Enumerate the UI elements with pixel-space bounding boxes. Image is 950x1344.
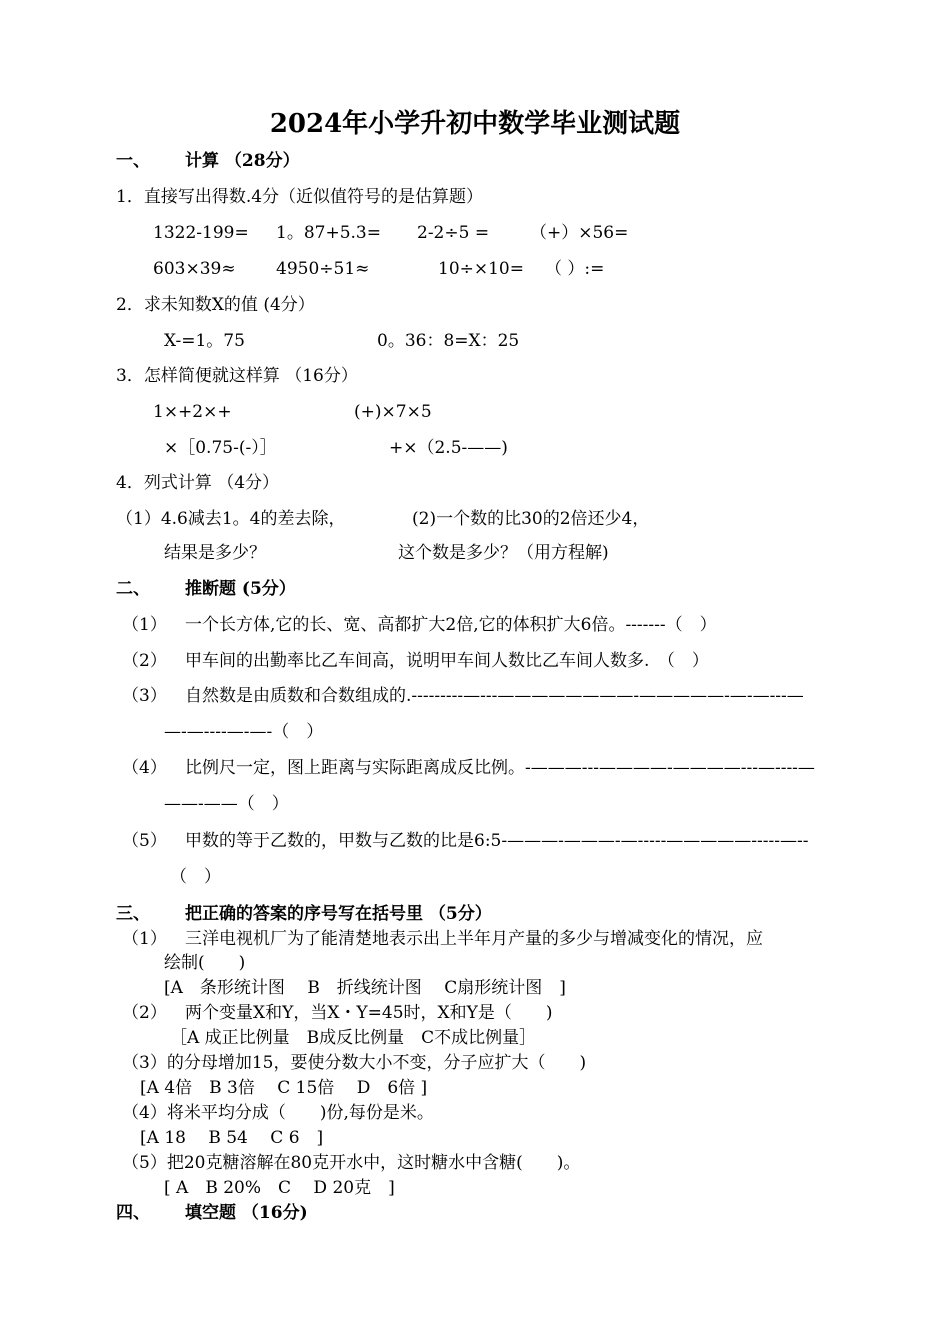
choice-item-text: 三洋电视机厂为了能清楚地表示出上半年月产量的多少与增减变化的情况，应	[185, 929, 763, 949]
word-problem-1: （1）4.6减去1。4的差去除，	[116, 509, 346, 529]
section-4-title: 填空题 （16分)	[185, 1203, 308, 1223]
choice-options: [ A B 20% C D 20克 ]	[164, 1178, 395, 1198]
judge-item-cont: （ ）	[170, 867, 221, 887]
word-problem-1-cont: 结果是多少？	[164, 543, 266, 563]
expr: (+)×7×5	[354, 402, 432, 422]
choice-options: ［A 成正比例量 B成反比例量 C不成比例量］	[170, 1028, 537, 1048]
expr: ×［0.75-(-）］	[164, 438, 277, 458]
choice-item-text: （4）将米平均分成（ )份,每份是米。	[122, 1103, 434, 1123]
expr: 10÷×10=	[438, 259, 524, 279]
judge-item-cont: ——-——（ ）	[164, 794, 289, 814]
choice-item-text: 两个变量X和Y，当X・Y=45时，X和Y是（ )	[185, 1003, 553, 1023]
word-problem-2-cont: 这个数是多少？（用方程解)	[398, 543, 609, 563]
choice-item-cont: 绘制( )	[164, 953, 246, 973]
section-1-number: 一、	[116, 151, 150, 171]
choice-item-text: （5）把20克糖溶解在80克开水中，这时糖水中含糖( )。	[122, 1153, 581, 1173]
section-4-number: 四、	[116, 1203, 150, 1223]
question-1-4: 4．列式计算 （4分）	[116, 473, 280, 493]
equation: X-=1。75	[164, 331, 245, 351]
judge-item-text: 一个长方体,它的长、宽、高都扩大2倍,它的体积扩大6倍。-------（ ）	[185, 615, 717, 635]
judge-item-number: （4）	[122, 758, 167, 778]
expr: （+）×56=	[530, 223, 629, 243]
section-2-title: 推断题 (5分）	[185, 579, 296, 599]
expr: +×（2.5-——)	[389, 438, 508, 458]
page-title: 2024年小学升初中数学毕业测试题	[269, 109, 681, 139]
expr: 1322-199=	[153, 223, 249, 243]
expr: （ ）:=	[545, 259, 605, 279]
judge-item-text: 自然数是由质数和合数组成的.---------—---————————-—————-—-—---—	[185, 686, 804, 706]
question-1-2: 2．求未知数X的值 (4分）	[116, 295, 315, 315]
judge-item-text: 比例尺一定，图上距离与实际距离成反比例。-———---————-————---—----—	[185, 758, 815, 778]
question-1-3: 3．怎样简便就这样算 （16分）	[116, 366, 358, 386]
section-1-title: 计算 （28分）	[185, 151, 300, 171]
choice-options: [A 18 B 54 C 6 ]	[140, 1128, 324, 1148]
expr: 1×+2×+	[153, 402, 232, 422]
section-3-title: 把正确的答案的序号写在括号里 （5分）	[185, 904, 492, 924]
choice-options: [A 条形统计图 B 折线统计图 C扇形统计图 ]	[164, 978, 566, 998]
choice-options: [A 4倍 B 3倍 C 15倍 D 6倍 ]	[140, 1078, 428, 1098]
equation: 0。36：8=X：25	[377, 331, 520, 351]
expr: 4950÷51≈	[276, 259, 370, 279]
judge-item-text: 甲数的等于乙数的，甲数与乙数的比是6:5-———-———-—-----—————-----—--	[185, 831, 809, 851]
expr: 2-2÷5 =	[417, 223, 490, 243]
judge-item-text: 甲车间的出勤率比乙车间高，说明甲车间人数比乙车间人数多. （ ）	[185, 651, 709, 671]
judge-item-number: （2）	[122, 651, 167, 671]
section-2-number: 二、	[116, 579, 150, 599]
word-problem-2: (2)一个数的比30的2倍还少4，	[412, 509, 650, 529]
judge-item-number: （5）	[122, 831, 167, 851]
expr: 1。87+5.3=	[276, 223, 381, 243]
expr: 603×39≈	[153, 259, 236, 279]
judge-item-number: （3）	[122, 686, 167, 706]
judge-item-cont: —-—----—-—-（ ）	[164, 722, 324, 742]
choice-item-number: （1）	[122, 929, 167, 949]
judge-item-number: （1）	[122, 615, 167, 635]
choice-item-number: （2）	[122, 1003, 167, 1023]
choice-item-text: （3）的分母增加15，要使分数大小不变，分子应扩大（ )	[122, 1053, 587, 1073]
question-1-1: 1．直接写出得数.4分（近似值符号的是估算题）	[116, 187, 484, 207]
section-3-number: 三、	[116, 904, 150, 924]
